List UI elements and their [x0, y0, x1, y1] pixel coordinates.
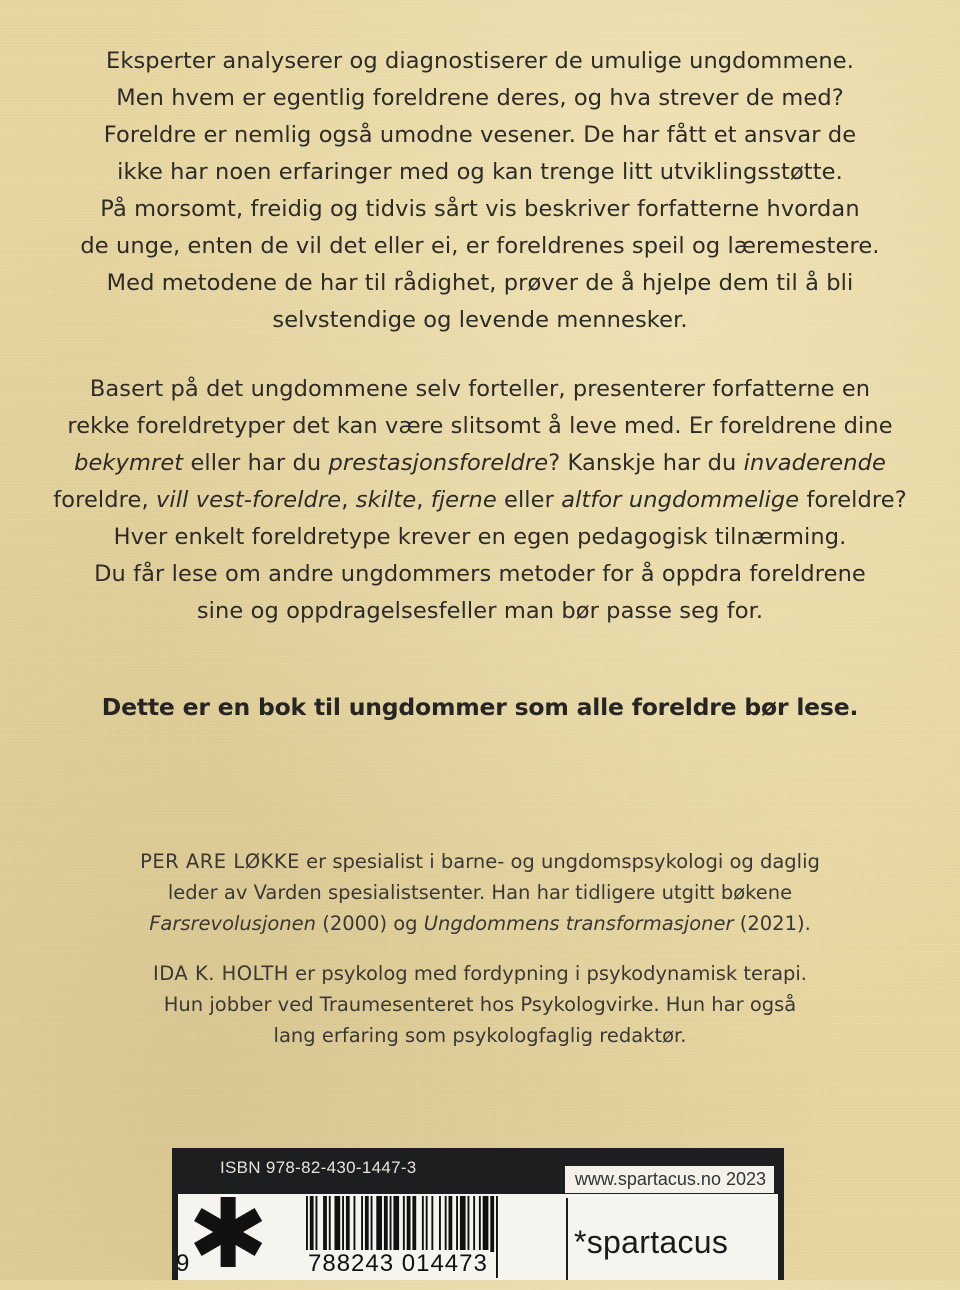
italic-term: skilte	[355, 487, 417, 513]
text-span: (2021).	[733, 912, 811, 935]
text-line: Basert på det ungdommene selv forteller, presenterer forfatterne en	[89, 376, 871, 402]
barcode-bar	[479, 1196, 481, 1252]
blurb-paragraph-2	[30, 371, 930, 630]
text-span: eller	[496, 487, 562, 513]
barcode-bar	[365, 1196, 369, 1252]
text-line	[40, 846, 920, 877]
author-name: PER ARE LØKKE	[140, 850, 300, 873]
text-line: Hun jobber ved Traumesenteret hos Psykologvirke. Hun har også	[163, 993, 797, 1016]
text-line: selvstendige og levende mennesker.	[272, 307, 688, 333]
italic-term: vill vest-foreldre	[155, 487, 342, 513]
text-line: ikke har noen erfaringer med og kan trenge litt utviklingsstøtte.	[117, 159, 843, 185]
text-line: Du får lese om andre ungdommers metoder for å oppdra foreldrene	[94, 561, 866, 587]
barcode-bar	[335, 1196, 341, 1252]
text-line: Eksperter analyserer og diagnostiserer de umulige ungdommene.	[106, 48, 854, 74]
barcode-bar	[354, 1196, 356, 1252]
text-line: På morsomt, freidig og tidvis sårt vis beskriver forfatterne hvordan	[100, 196, 860, 222]
barcode-bar	[361, 1196, 363, 1252]
text-span: ? Kanskje har du	[548, 450, 744, 476]
text-line: Men hvem er egentlig foreldrene deres, og hva strever de med?	[116, 85, 844, 111]
text-line: Hver enkelt foreldretype krever en egen pedagogisk tilnærming.	[113, 524, 847, 550]
barcode-bar	[346, 1196, 350, 1252]
barcode-bar	[426, 1196, 428, 1252]
barcode-bar	[384, 1196, 388, 1252]
italic-term: altfor ungdommelige	[561, 487, 800, 513]
author-name: IDA K. HOLTH	[152, 962, 289, 985]
barcode-bar	[422, 1196, 424, 1252]
barcode-bar	[449, 1196, 453, 1252]
barcode-bar	[393, 1196, 399, 1252]
text-line	[30, 445, 930, 482]
barcode-bar	[342, 1196, 344, 1252]
italic-term: fjerne	[430, 487, 497, 513]
text-span: (2000) og	[316, 912, 424, 935]
isbn-label: ISBN 978-82-430-1447-3	[220, 1158, 417, 1177]
barcode-bar	[431, 1196, 433, 1252]
barcode-bar	[483, 1196, 489, 1252]
text-span: eller har du	[183, 450, 329, 476]
text-line	[30, 482, 930, 519]
text-line	[40, 908, 920, 939]
text-span: foreldre?	[799, 487, 907, 513]
text-line: sine og oppdragelsesfeller man bør passe seg for.	[196, 598, 764, 624]
barcode-bar	[329, 1196, 331, 1252]
text-line	[40, 958, 920, 989]
text-span: ,	[416, 487, 431, 513]
italic-term: bekymret	[74, 450, 184, 476]
text-line: lang erfaring som psykologfaglig redaktør.	[273, 1024, 687, 1047]
barcode-first-digit: 9	[176, 1250, 190, 1277]
text-line: Foreldre er nemlig også umodne vesener. De har fått et ansvar de	[103, 122, 857, 148]
italic-term: invaderende	[743, 450, 886, 476]
publisher-star-logo-icon: ✱	[188, 1178, 269, 1290]
barcode-bar	[316, 1196, 318, 1252]
text-line: rekke foreldretyper det kan være slitsomt å leve med. Er foreldrene dine	[67, 413, 893, 439]
barcode-bar	[445, 1196, 447, 1252]
barcode-bar	[456, 1196, 458, 1252]
text-line: leder av Varden spesialistsenter. Han har tidligere utgitt bøkene	[167, 881, 793, 904]
barcode-bar	[407, 1196, 411, 1252]
barcode-bar	[468, 1196, 470, 1252]
barcode-panel	[172, 1148, 784, 1290]
barcode-digits: 788243 014473	[308, 1250, 488, 1277]
author-bio-per-are-lokke	[40, 846, 920, 939]
author-bio-ida-k-holth	[40, 958, 920, 1051]
italic-term: prestasjonsforeldre	[328, 450, 549, 476]
barcode-bar	[371, 1196, 373, 1252]
barcode-bar	[496, 1196, 498, 1278]
barcode-bar	[323, 1196, 327, 1252]
text-line: de unge, enten de vil det eller ei, er foreldrenes speil og læremestere.	[80, 233, 880, 259]
tagline: Dette er en bok til ungdommer som alle foreldre bør lese.	[101, 693, 859, 721]
blurb-paragraph-1	[30, 43, 930, 339]
barcode-bar	[460, 1196, 466, 1252]
text-span: foreldre,	[53, 487, 156, 513]
barcode-bar	[439, 1196, 441, 1252]
text-span: er spesialist i barne- og ungdomspsykologi og daglig	[299, 850, 820, 873]
barcode-bar	[390, 1196, 392, 1252]
publisher-website: www.spartacus.no 2023	[565, 1166, 774, 1193]
text-line: Med metodene de har til rådighet, prøver de å hjelpe dem til å bli	[106, 270, 854, 296]
divider	[566, 1198, 568, 1280]
text-span: er psykolog med fordypning i psykodynamisk terapi.	[288, 962, 808, 985]
book-title: Farsrevolusjonen	[149, 912, 317, 935]
barcode-bar	[490, 1196, 494, 1252]
book-title: Ungdommens transformasjoner	[423, 912, 734, 935]
barcode-bar	[473, 1196, 475, 1252]
barcode-bar	[376, 1196, 382, 1252]
publisher-logo-text: *spartacus	[574, 1224, 729, 1260]
text-span: ,	[341, 487, 356, 513]
barcode-bar	[412, 1196, 416, 1252]
